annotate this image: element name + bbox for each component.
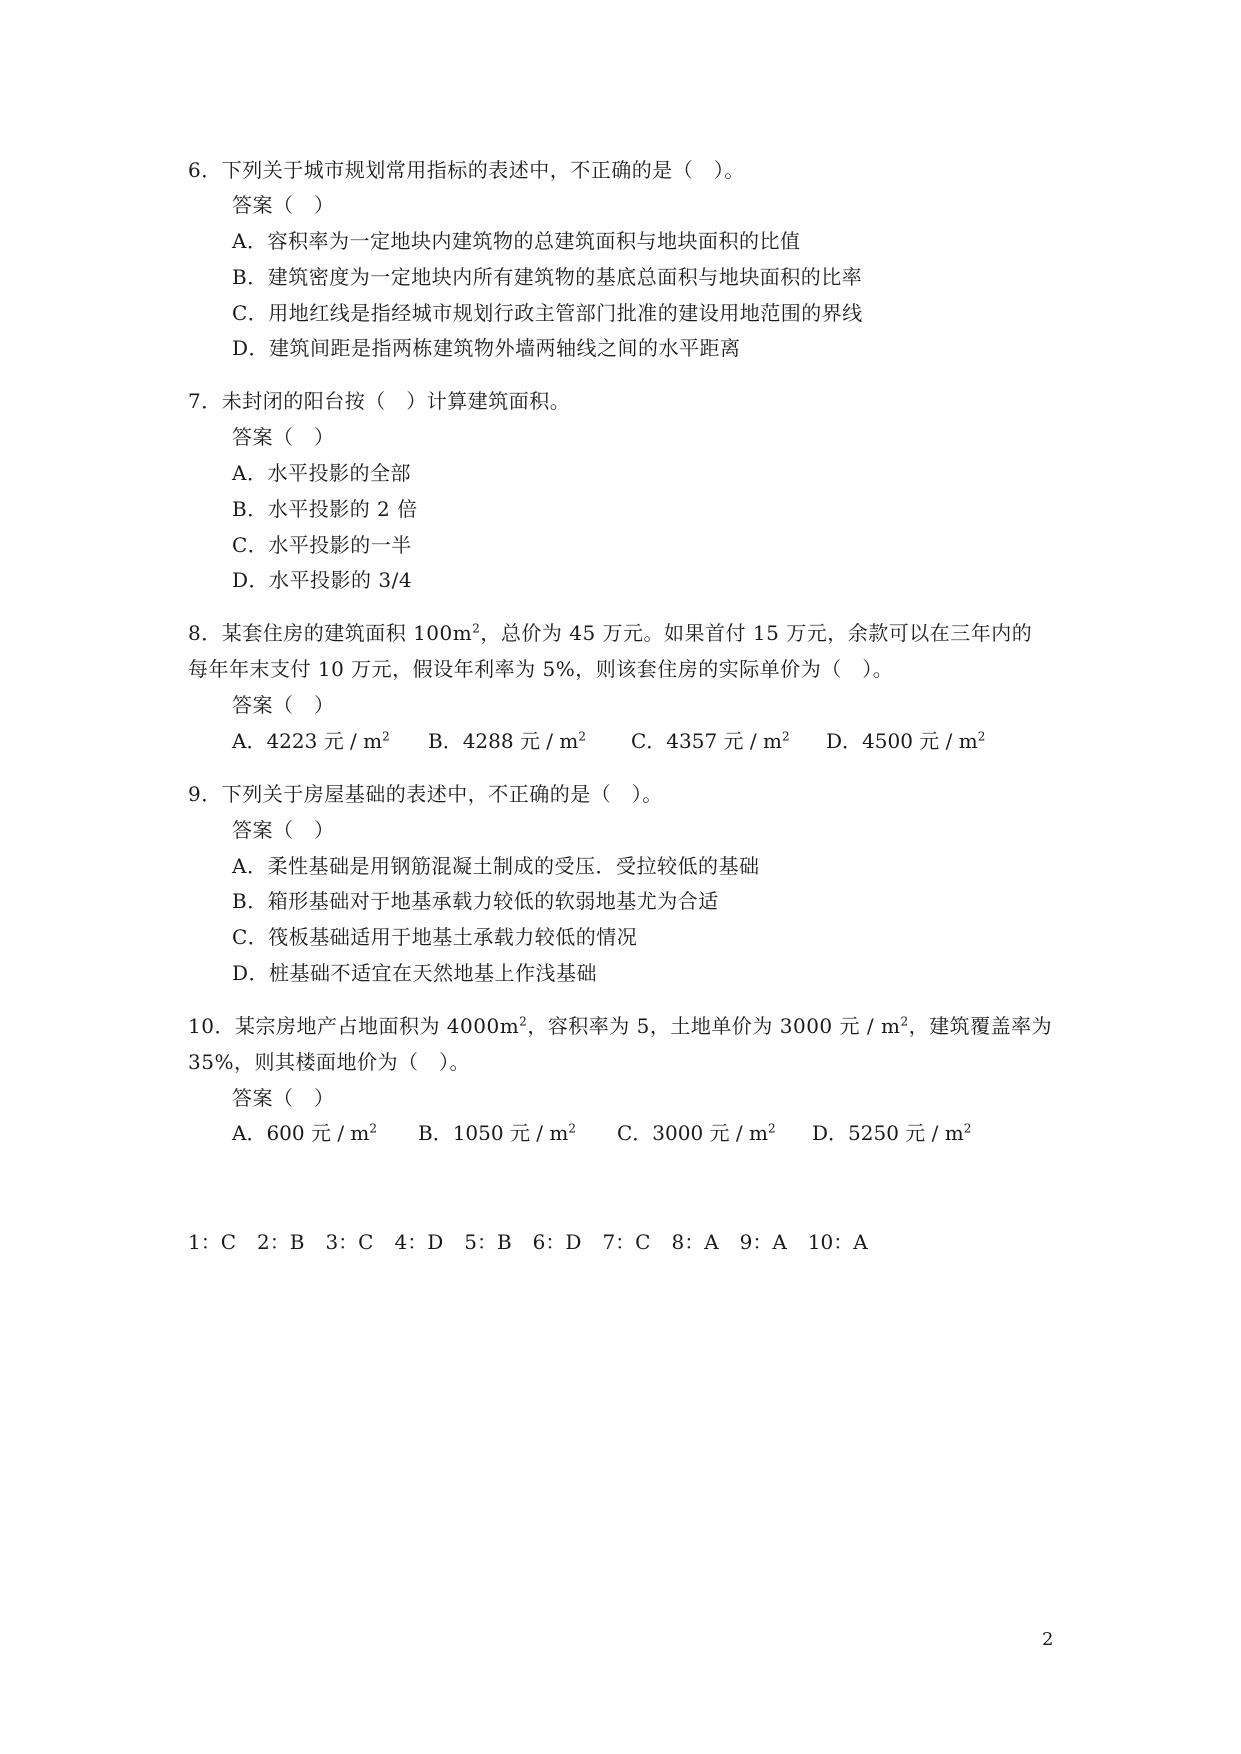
question-9-answer: 答案（ ）	[232, 818, 335, 842]
q8-stem-part: ，总价为 45 万元。如果首付 15 万元，余款可以在三年内的	[480, 621, 1033, 645]
superscript: 2	[767, 1121, 776, 1136]
question-7-option-d: D．水平投影的 3/4	[232, 568, 413, 592]
answer-key-item: 10：A	[807, 1230, 868, 1254]
option-text: C．3000 元 / m	[617, 1121, 768, 1145]
page-number: 2	[1042, 1629, 1054, 1650]
q10-stem-part: ，容积率为 5，土地单价为 3000 元 / m	[527, 1014, 901, 1038]
question-7-option-c: C．水平投影的一半	[232, 533, 412, 557]
question-9-option-a: A．柔性基础是用钢筋混凝土制成的受压．受拉较低的基础	[232, 854, 760, 878]
question-10-option-a	[232, 1120, 377, 1146]
superscript: 2	[568, 1121, 577, 1136]
option-text: D．5250 元 / m	[812, 1121, 964, 1145]
answer-key-item: 7：C	[602, 1230, 651, 1254]
question-10-option-c	[617, 1120, 776, 1146]
q8-stem-part: 8．某套住房的建筑面积 100m	[188, 621, 473, 645]
question-6-option-b: B．建筑密度为一定地块内所有建筑物的基底总面积与地块面积的比率	[232, 265, 863, 289]
answer-key-item: 8：A	[671, 1230, 719, 1254]
question-8-option-d	[826, 728, 985, 754]
answer-key-item: 9：A	[739, 1230, 787, 1254]
question-10-option-b	[418, 1120, 576, 1146]
q10-stem-part: ，建筑覆盖率为	[908, 1014, 1053, 1038]
question-9-stem: 9．下列关于房屋基础的表述中，不正确的是（ ）。	[188, 782, 663, 806]
option-text: B．1050 元 / m	[418, 1121, 569, 1145]
answer-key-item: 1：C	[188, 1230, 237, 1254]
question-8-option-c	[631, 728, 790, 754]
option-text: A．4223 元 / m	[232, 729, 383, 753]
question-6-option-c: C．用地红线是指经城市规划行政主管部门批准的建设用地范围的界线	[232, 301, 863, 325]
question-8-option-a	[232, 728, 390, 754]
question-7-option-b: B．水平投影的 2 倍	[232, 497, 418, 521]
superscript: 2	[900, 1014, 909, 1029]
superscript: 2	[578, 729, 587, 744]
answer-key-item: 2：B	[257, 1230, 305, 1254]
question-7-answer: 答案（ ）	[232, 425, 335, 449]
question-8-option-b	[428, 728, 586, 754]
superscript: 2	[369, 1121, 378, 1136]
question-6-option-d: D．建筑间距是指两栋建筑物外墙两轴线之间的水平距离	[232, 336, 741, 360]
answer-key	[188, 1229, 889, 1255]
option-text: B．4288 元 / m	[428, 729, 579, 753]
answer-key-item: 6：D	[532, 1230, 582, 1254]
option-text: A．600 元 / m	[232, 1121, 370, 1145]
superscript: 2	[472, 621, 481, 636]
question-9-option-b: B．箱形基础对于地基承载力较低的软弱地基尤为合适	[232, 889, 719, 913]
question-8-stem-line1	[188, 620, 1032, 646]
question-7-stem: 7．未封闭的阳台按（ ）计算建筑面积。	[188, 389, 571, 413]
q10-stem-part: 10．某宗房地产占地面积为 4000m	[188, 1014, 520, 1038]
superscript: 2	[977, 729, 986, 744]
answer-key-item: 3：C	[325, 1230, 374, 1254]
superscript: 2	[781, 729, 790, 744]
question-8-answer: 答案（ ）	[232, 693, 335, 717]
answer-key-item: 5：B	[464, 1230, 512, 1254]
question-8-stem-line2: 每年年末支付 10 万元，假设年利率为 5%，则该套住房的实际单价为（ ）。	[188, 657, 894, 681]
option-text: D．4500 元 / m	[826, 729, 978, 753]
question-9-option-d: D．桩基础不适宜在天然地基上作浅基础	[232, 961, 598, 985]
question-6-answer: 答案（ ）	[232, 193, 335, 217]
option-text: C．4357 元 / m	[631, 729, 782, 753]
question-10-stem-line1	[188, 1013, 1052, 1039]
question-10-option-d	[812, 1120, 971, 1146]
superscript: 2	[963, 1121, 972, 1136]
question-7-option-a: A．水平投影的全部	[232, 461, 411, 485]
question-9-option-c: C．筏板基础适用于地基土承载力较低的情况	[232, 925, 638, 949]
superscript: 2	[519, 1014, 528, 1029]
superscript: 2	[382, 729, 390, 744]
question-6-stem: 6．下列关于城市规划常用指标的表述中，不正确的是（ ）。	[188, 158, 745, 182]
question-6-option-a: A．容积率为一定地块内建筑物的总建筑面积与地块面积的比值	[232, 229, 801, 253]
question-10-stem-line2: 35%，则其楼面地价为（ ）。	[188, 1050, 470, 1074]
question-10-answer: 答案（ ）	[232, 1086, 335, 1110]
answer-key-item: 4：D	[394, 1230, 444, 1254]
